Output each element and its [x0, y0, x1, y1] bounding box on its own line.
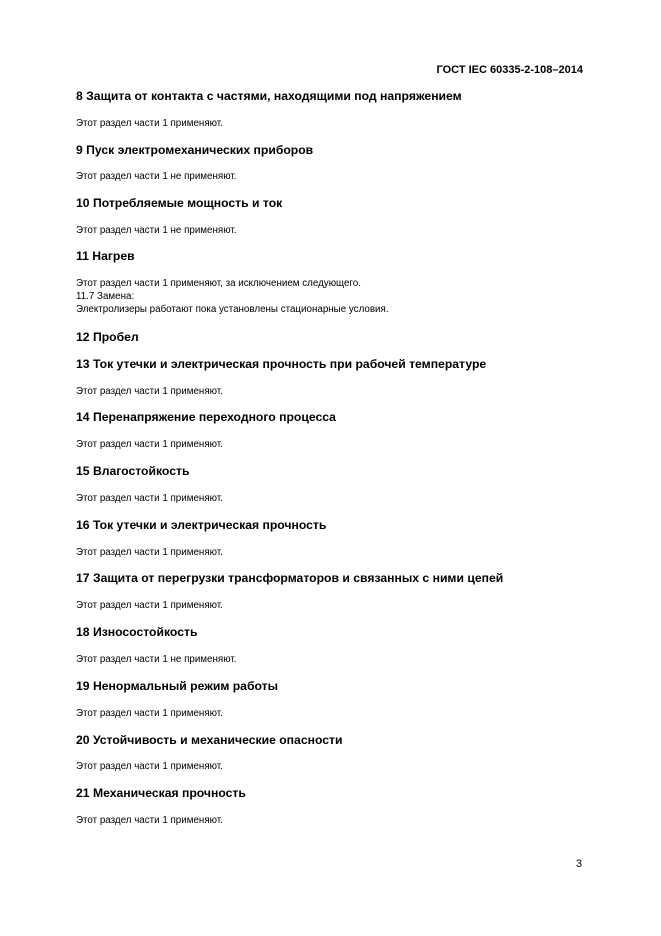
section-12-heading: 12 Пробел	[76, 330, 139, 344]
section-14-heading: 14 Перенапряжение переходного процесса	[76, 410, 336, 424]
section-13-heading: 13 Ток утечки и электрическая прочность при рабочей температуре	[76, 357, 487, 371]
section-21-heading: 21 Механическая прочность	[76, 786, 246, 800]
document-code: ГОСТ IEC 60335-2-108–2014	[436, 64, 583, 76]
section-15-text: Этот раздел части 1 применяют.	[76, 493, 223, 504]
section-19-heading: 19 Ненормальный режим работы	[76, 679, 278, 693]
section-15-heading: 15 Влагостойкость	[76, 464, 190, 478]
section-10-heading: 10 Потребляемые мощность и ток	[76, 196, 283, 210]
section-20-text: Этот раздел части 1 применяют.	[76, 761, 223, 772]
section-11-text-2: 11.7 Замена:	[76, 291, 135, 302]
section-11-text-1: Этот раздел части 1 применяют, за исключением следующего.	[76, 278, 361, 289]
section-11-text-3: Электролизеры работают пока установлены стационарные условия.	[76, 304, 389, 315]
section-16-heading: 16 Ток утечки и электрическая прочность	[76, 518, 327, 532]
page-number: 3	[575, 858, 582, 870]
section-10-text: Этот раздел части 1 не применяют.	[76, 225, 237, 236]
section-11-heading: 11 Нагрев	[76, 249, 135, 263]
section-9-text: Этот раздел части 1 не применяют.	[76, 171, 237, 182]
section-16-text: Этот раздел части 1 применяют.	[76, 547, 223, 558]
section-19-text: Этот раздел части 1 применяют.	[76, 708, 223, 719]
section-18-text: Этот раздел части 1 не применяют.	[76, 654, 237, 665]
section-8-text: Этот раздел части 1 применяют.	[76, 118, 223, 129]
section-21-text: Этот раздел части 1 применяют.	[76, 815, 223, 826]
section-18-heading: 18 Износостойкость	[76, 625, 198, 639]
section-8-heading: 8 Защита от контакта с частями, находящими под напряжением	[76, 89, 462, 103]
section-20-heading: 20 Устойчивость и механические опасности	[76, 733, 343, 747]
section-17-heading: 17 Защита от перегрузки трансформаторов и связанных с ними цепей	[76, 571, 504, 585]
section-14-text: Этот раздел части 1 применяют.	[76, 439, 223, 450]
section-13-text: Этот раздел части 1 применяют.	[76, 386, 223, 397]
section-17-text: Этот раздел части 1 применяют.	[76, 600, 223, 611]
section-9-heading: 9 Пуск электромеханических приборов	[76, 143, 314, 157]
